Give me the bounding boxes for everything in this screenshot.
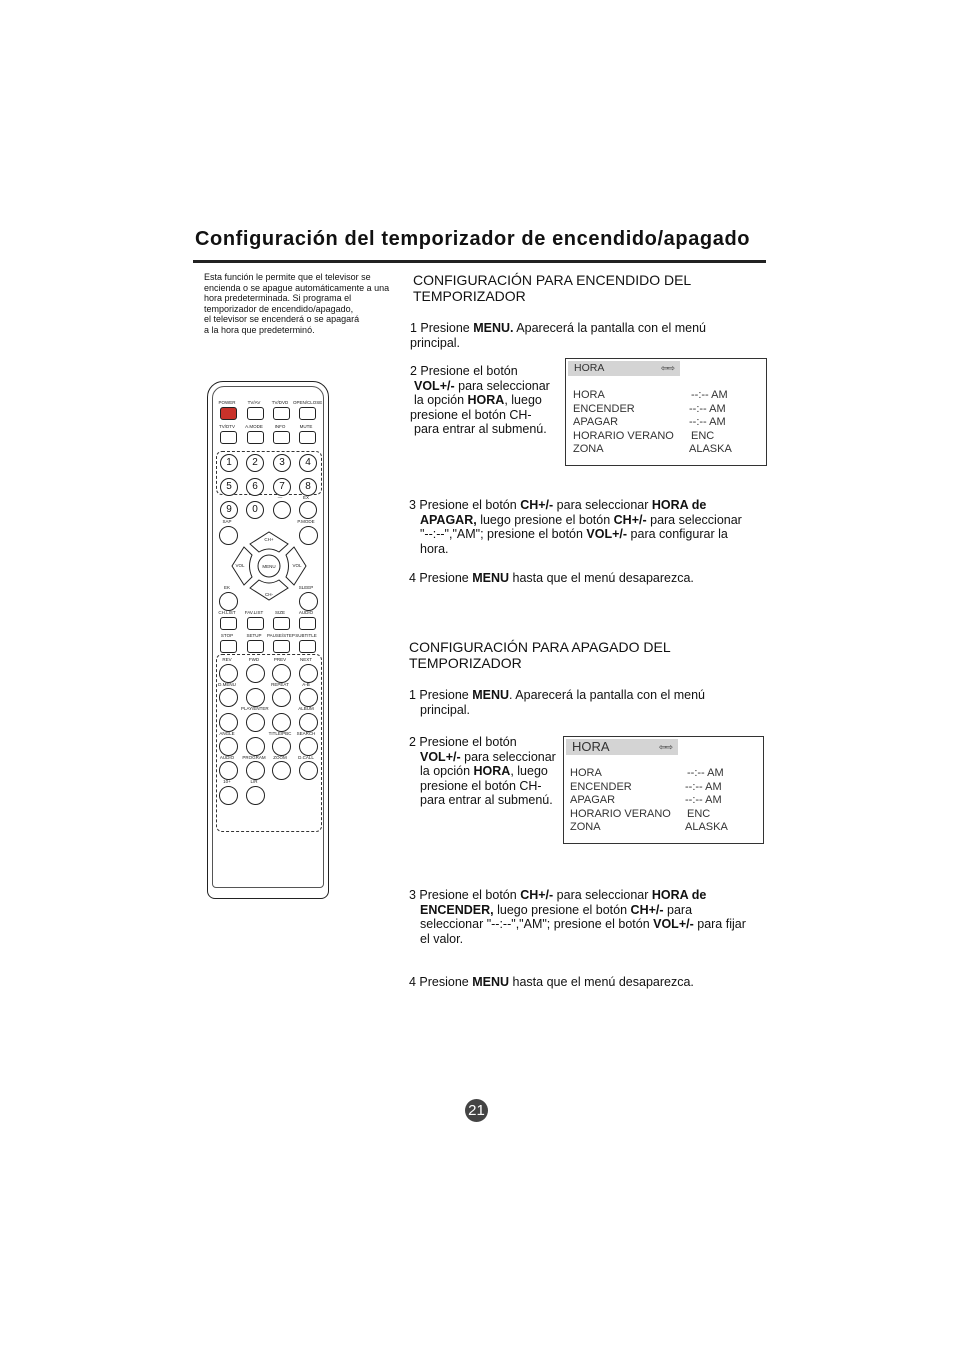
previous-icon: [272, 664, 291, 683]
section1-heading-line2: TEMPORIZADOR: [413, 288, 526, 304]
step-key: MENU.: [473, 321, 514, 335]
step-text: la opción: [414, 393, 468, 407]
remote-button: [273, 617, 290, 630]
menu-row-value: ALASKA: [689, 443, 732, 455]
menu-row-label: ZONA: [570, 821, 601, 833]
remote-button: [299, 688, 318, 707]
left-right-arrows-icon: ⇦⇨: [660, 363, 674, 373]
step-text: 1 Presione: [410, 321, 474, 335]
digit-button: 3: [273, 454, 291, 472]
step-key: CH+/-: [520, 498, 554, 512]
digit-button: 4: [299, 454, 317, 472]
step-text: para configurar la: [627, 527, 728, 541]
remote-label: TV/DTV: [218, 424, 235, 429]
section2-step4: [409, 975, 749, 990]
step-text: 1 Presione: [409, 688, 473, 702]
remote-button: [220, 617, 237, 630]
section1-step4: [409, 571, 749, 586]
fast-forward-icon: [246, 664, 265, 683]
digit-button: 0: [246, 501, 264, 519]
remote-label: TV/DVD: [271, 400, 289, 405]
remote-label: EK: [223, 585, 230, 590]
remote-label: PREV: [273, 657, 287, 662]
remote-button: [219, 737, 238, 756]
step-text: . Aparecerá la pantalla con el menú: [509, 688, 706, 702]
rewind-icon: [219, 664, 238, 683]
step-key: CH+/-: [520, 888, 554, 902]
step-text: hasta que el menú desaparezca.: [509, 975, 694, 989]
next-icon: [299, 664, 318, 683]
remote-label: REV: [222, 657, 232, 662]
step-key: CH+/-: [613, 512, 647, 527]
digit-button: 8: [299, 478, 317, 496]
step-text: Aparecerá la pantalla con el menú: [513, 321, 707, 335]
step-text: para seleccionar: [646, 512, 742, 527]
down-arrow-icon: [246, 737, 265, 756]
section1-heading: [413, 272, 691, 304]
step-text: la opción: [420, 764, 474, 778]
digit-button: 2: [246, 454, 264, 472]
digit-button: 7: [273, 478, 291, 496]
menu-header: [568, 361, 680, 376]
remote-label: AUDIO: [219, 755, 235, 760]
remote-label: TV/AV: [247, 400, 261, 405]
step-text: para seleccionar: [553, 888, 652, 902]
remote-button: [219, 786, 238, 805]
remote-label: —: [277, 495, 283, 500]
intro-line: temporizador de encendido/apagado,: [204, 303, 354, 314]
remote-button: [299, 592, 318, 611]
step-text: para seleccionar: [460, 749, 556, 764]
section1-step2: [410, 364, 570, 437]
step-text: 4 Presione: [409, 571, 473, 585]
menu-row-label: ZONA: [573, 443, 604, 455]
menu-row-label: ENCENDER: [573, 403, 635, 415]
remote-label: SETUP: [246, 633, 262, 638]
step-key: HORA de: [651, 888, 707, 902]
step-text: hasta que el menú desaparezca.: [509, 571, 694, 585]
step-key: ENCENDER,: [420, 902, 494, 917]
step-key: APAGAR,: [420, 512, 477, 527]
intro-line: el televisor se encenderá o se apagará: [204, 314, 360, 324]
remote-button: [299, 501, 317, 519]
remote-button: [247, 617, 264, 630]
remote-label: CH-: [265, 592, 273, 597]
menu-row-value: ALASKA: [685, 821, 728, 833]
remote-button: [272, 761, 291, 780]
remote-button: [299, 713, 318, 732]
step-text: luego presione el botón: [476, 512, 614, 527]
step-text: luego presione el botón: [493, 902, 631, 917]
remote-button: [219, 761, 238, 780]
remote-button: [246, 761, 265, 780]
step-key: MENU: [472, 975, 510, 989]
remote-label: FWD: [248, 657, 260, 662]
remote-label: NEXT: [299, 657, 312, 662]
remote-label: INFO: [274, 424, 286, 429]
remote-label: L/R: [250, 779, 258, 784]
menu-row-label: HORA: [570, 767, 602, 779]
remote-label: ZOOM: [273, 755, 287, 760]
menu-row-label: APAGAR: [570, 794, 616, 806]
menu-header-label: HORA: [574, 362, 605, 374]
step-text: presione el botón CH-: [420, 778, 542, 793]
step-text: 4 Presione: [409, 975, 473, 989]
left-arrow-icon: [219, 713, 238, 732]
remote-label: CH+: [264, 537, 274, 542]
section2-heading-line1: CONFIGURACIÓN PARA APAGADO DEL: [409, 639, 671, 655]
step-text: 2 Presione el botón: [409, 735, 517, 749]
step-text: seleccionar "--:--","AM"; presione el botón: [420, 917, 654, 931]
step-text: principal.: [410, 335, 461, 350]
step-text: para seleccionar: [454, 378, 550, 393]
remote-label: SEARCH: [296, 731, 316, 736]
remote-label: STOP: [220, 633, 234, 638]
remote-label: A-B: [302, 682, 310, 687]
remote-label: A.MODE: [245, 424, 263, 429]
menu-header-label: HORA: [572, 739, 610, 754]
remote-label: PLAY/ENTER: [241, 706, 269, 711]
step-text: principal.: [420, 702, 471, 717]
remote-label: VOL: [235, 563, 245, 568]
intro-text: [204, 272, 409, 335]
step-text: para fijar: [693, 917, 746, 931]
menu-row-label: APAGAR: [573, 416, 619, 428]
menu-row-value: ENC: [691, 430, 715, 442]
menu-row-label: HORARIO VERANO: [570, 808, 671, 820]
remote-label: TITLE/PBC: [268, 731, 292, 736]
remote-button: [272, 688, 291, 707]
remote-label: SIZE: [274, 610, 285, 615]
remote-label: PROGRAM: [242, 755, 266, 760]
step-text: hora.: [420, 541, 449, 556]
step-key: HORA: [473, 764, 511, 778]
menu-row-value: --:-- AM: [689, 403, 726, 415]
remote-label: MENU: [262, 564, 276, 569]
right-arrow-icon: [272, 713, 291, 732]
step-key: VOL+/-: [420, 749, 461, 764]
section1-step1: [410, 321, 740, 350]
remote-button: [273, 501, 291, 519]
remote-label: EX: [302, 495, 309, 500]
menu-row-value: --:-- AM: [689, 416, 726, 428]
step-text: para entrar al submenú.: [414, 422, 547, 436]
remote-button: [220, 431, 237, 444]
intro-line: hora predeterminada. Si programa el: [204, 293, 352, 303]
remote-button: [247, 431, 264, 444]
remote-button: [273, 431, 290, 444]
step-text: el valor.: [420, 931, 464, 946]
section2-heading-line2: TEMPORIZADOR: [409, 655, 522, 671]
digit-button: 9: [220, 501, 238, 519]
step-text: para seleccionar: [553, 498, 652, 512]
remote-button: [299, 640, 316, 653]
remote-label: 10+: [223, 779, 231, 784]
section1-menu: [565, 358, 767, 466]
intro-line: Esta función le permite que el televisor se: [204, 272, 371, 282]
step-key: HORA: [467, 393, 505, 407]
remote-button: [246, 786, 265, 805]
remote-label: SAP: [222, 519, 232, 524]
step-text: , luego: [510, 764, 548, 778]
remote-label: FAV.LIST: [244, 610, 264, 615]
remote-label: SLEEP: [298, 585, 314, 590]
remote-button: [219, 688, 238, 707]
intro-line: a la hora que predeterminó.: [204, 324, 315, 335]
up-arrow-icon: [246, 688, 265, 707]
step-text: 2 Presione el botón: [410, 364, 518, 378]
section2-step2: [409, 735, 569, 808]
menu-row-value: --:-- AM: [691, 389, 728, 401]
step-text: presione el botón CH-: [410, 407, 532, 422]
remote-control-illustration: [207, 381, 329, 899]
remote-button: [246, 713, 265, 732]
section2-step1: [409, 688, 739, 717]
title-rule: [193, 260, 766, 263]
remote-label: D.MENU: [218, 682, 236, 687]
section2-menu: [563, 736, 764, 844]
remote-button: [299, 617, 316, 630]
eject-button: [299, 407, 316, 420]
menu-row-value: --:-- AM: [685, 781, 722, 793]
stop-button: [220, 640, 237, 653]
remote-label: P.MODE: [297, 519, 315, 524]
remote-label: OPEN/CLOSE: [293, 400, 323, 405]
menu-header: [566, 739, 678, 755]
digit-button: 5: [220, 478, 238, 496]
step-key: HORA de: [651, 498, 707, 512]
menu-row-value: ENC: [687, 808, 711, 820]
remote-label: CH.LIST: [218, 610, 236, 615]
digit-button: 1: [220, 454, 238, 472]
step-key: MENU: [472, 688, 510, 702]
menu-row-value: --:-- AM: [687, 767, 724, 779]
step-key: MENU: [472, 571, 510, 585]
remote-button: [299, 761, 318, 780]
remote-label: REPEAT: [271, 682, 289, 687]
remote-button: [247, 407, 264, 420]
remote-label: VOL: [292, 563, 302, 568]
section2-step3: [409, 888, 764, 946]
step-text: "--:--","AM"; presione el botón: [420, 527, 587, 541]
remote-button: [299, 431, 316, 444]
digit-button: 6: [246, 478, 264, 496]
remote-label: D.CALL: [298, 755, 314, 760]
remote-button: [272, 737, 291, 756]
step-key: VOL+/-: [414, 378, 455, 393]
section2-heading: [409, 639, 671, 671]
step-key: VOL+/-: [586, 527, 628, 541]
remote-label: PAUSE/STEP: [267, 633, 295, 638]
remote-label: SUBTITLE: [295, 633, 317, 638]
step-text: , luego: [504, 393, 542, 407]
remote-button: [299, 737, 318, 756]
remote-button: [219, 592, 238, 611]
step-text: para: [663, 902, 693, 917]
remote-button: [273, 407, 290, 420]
page-number: 21: [465, 1099, 488, 1122]
step-key: VOL+/-: [653, 917, 694, 931]
step-text: 3 Presione el botón: [409, 888, 521, 902]
step-text: 3 Presione el botón: [409, 498, 521, 512]
left-right-arrows-icon: ⇦⇨: [658, 742, 672, 752]
step-key: CH+/-: [630, 902, 664, 917]
section1-step3: [409, 498, 759, 556]
page-title: Configuración del temporizador de encendido/apagado: [195, 228, 751, 250]
step-text: para entrar al submenú.: [420, 793, 553, 807]
remote-label: POWER: [218, 400, 236, 405]
remote-button: [247, 640, 264, 653]
remote-label: ANGLE: [219, 731, 235, 736]
menu-row-label: ENCENDER: [570, 781, 632, 793]
power-button: [220, 407, 237, 420]
remote-label: ALBUM: [298, 706, 314, 711]
section1-heading-line1: CONFIGURACIÓN PARA ENCENDIDO DEL: [413, 272, 692, 288]
menu-row-label: HORA: [573, 389, 605, 401]
pause-button: [273, 640, 290, 653]
remote-label: AUDIO: [298, 610, 314, 615]
menu-row-label: HORARIO VERANO: [573, 430, 674, 442]
remote-label: MUTE: [299, 424, 313, 429]
menu-row-value: --:-- AM: [685, 794, 722, 806]
intro-line: encienda o se apague automáticamente a una: [204, 282, 390, 293]
